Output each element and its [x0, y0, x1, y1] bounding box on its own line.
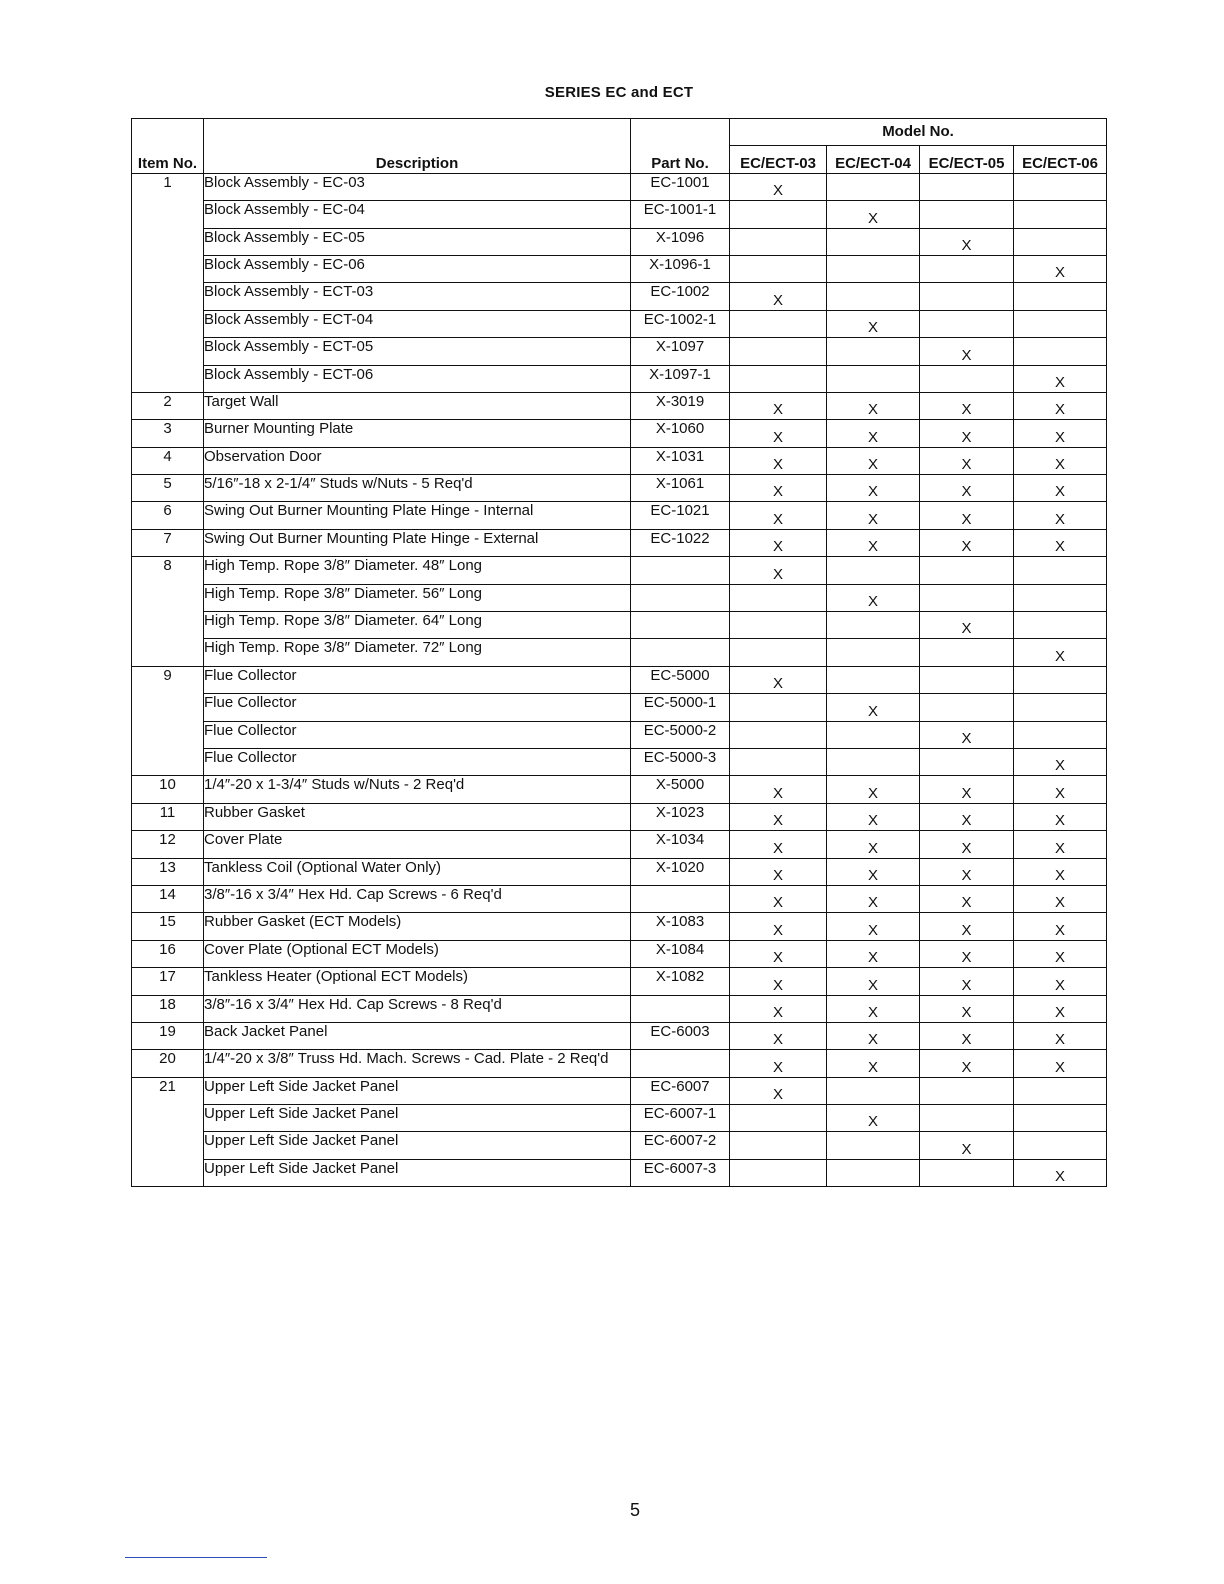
- description-cell: Cover Plate: [204, 831, 631, 858]
- table-row: [132, 475, 1107, 502]
- table-row: [132, 283, 1107, 310]
- table-row: [132, 1077, 1107, 1104]
- table-row: [132, 502, 1107, 529]
- part-no-cell: X-5000: [631, 776, 730, 803]
- description-cell: Upper Left Side Jacket Panel: [204, 1132, 631, 1159]
- model-mark-cell: X: [920, 940, 1014, 967]
- model-mark-cell: [920, 748, 1014, 775]
- model-mark-cell: X: [730, 803, 827, 830]
- item-no-cell: 3: [132, 420, 204, 447]
- table-row: [132, 721, 1107, 748]
- model-mark-cell: [920, 1159, 1014, 1186]
- part-no-cell: X-1023: [631, 803, 730, 830]
- model-mark-cell: X: [827, 392, 920, 419]
- item-no-cell: 7: [132, 529, 204, 556]
- model-mark-cell: X: [827, 858, 920, 885]
- description-cell: High Temp. Rope 3/8″ Diameter. 72″ Long: [204, 639, 631, 666]
- model-mark-cell: X: [920, 858, 1014, 885]
- table-row: [132, 1159, 1107, 1186]
- description-cell: High Temp. Rope 3/8″ Diameter. 48″ Long: [204, 557, 631, 584]
- description-cell: Flue Collector: [204, 666, 631, 693]
- model-header-04: EC/ECT-04: [827, 146, 920, 173]
- model-mark-cell: X: [730, 666, 827, 693]
- model-mark-cell: [730, 721, 827, 748]
- description-cell: Rubber Gasket: [204, 803, 631, 830]
- part-no-cell: EC-5000: [631, 666, 730, 693]
- description-cell: Flue Collector: [204, 694, 631, 721]
- model-mark-cell: [920, 365, 1014, 392]
- item-no-cell: 10: [132, 776, 204, 803]
- item-no-cell: 19: [132, 1022, 204, 1049]
- part-no-cell: X-1082: [631, 968, 730, 995]
- part-no-cell: EC-1022: [631, 529, 730, 556]
- model-mark-cell: [920, 1077, 1014, 1104]
- model-mark-cell: X: [1014, 392, 1107, 419]
- item-no-cell: 6: [132, 502, 204, 529]
- part-no-cell: EC-6007-1: [631, 1105, 730, 1132]
- description-cell: High Temp. Rope 3/8″ Diameter. 64″ Long: [204, 612, 631, 639]
- model-mark-cell: X: [920, 228, 1014, 255]
- description-cell: Flue Collector: [204, 721, 631, 748]
- table-row: [132, 557, 1107, 584]
- description-cell: Block Assembly - EC-05: [204, 228, 631, 255]
- model-mark-cell: X: [730, 529, 827, 556]
- model-mark-cell: X: [827, 502, 920, 529]
- model-mark-cell: X: [827, 831, 920, 858]
- model-mark-cell: X: [920, 968, 1014, 995]
- model-mark-cell: X: [730, 885, 827, 912]
- model-mark-cell: X: [730, 502, 827, 529]
- model-mark-cell: X: [1014, 255, 1107, 282]
- item-no-cell: 17: [132, 968, 204, 995]
- model-mark-cell: [730, 748, 827, 775]
- part-no-cell: X-1060: [631, 420, 730, 447]
- description-cell: Flue Collector: [204, 748, 631, 775]
- model-mark-cell: [730, 310, 827, 337]
- model-mark-cell: [920, 639, 1014, 666]
- model-mark-cell: [827, 228, 920, 255]
- model-mark-cell: X: [827, 310, 920, 337]
- description-cell: High Temp. Rope 3/8″ Diameter. 56″ Long: [204, 584, 631, 611]
- item-no-cell: 9: [132, 666, 204, 776]
- part-no-cell: [631, 557, 730, 584]
- model-mark-cell: X: [920, 776, 1014, 803]
- table-row: [132, 447, 1107, 474]
- model-mark-cell: X: [730, 447, 827, 474]
- item-no-cell: 8: [132, 557, 204, 667]
- model-mark-cell: X: [1014, 803, 1107, 830]
- model-header-05: EC/ECT-05: [920, 146, 1014, 173]
- model-mark-cell: [827, 1077, 920, 1104]
- model-mark-cell: X: [1014, 940, 1107, 967]
- table-row: [132, 310, 1107, 337]
- table-row: [132, 365, 1107, 392]
- model-mark-cell: [827, 173, 920, 200]
- model-mark-cell: X: [827, 1022, 920, 1049]
- item-no-cell: 1: [132, 173, 204, 392]
- page-title: SERIES EC and ECT: [544, 84, 694, 101]
- model-header-06: EC/ECT-06: [1014, 146, 1107, 173]
- model-mark-cell: [920, 255, 1014, 282]
- model-mark-cell: [920, 173, 1014, 200]
- part-no-cell: X-1061: [631, 475, 730, 502]
- table-row: [132, 1050, 1107, 1077]
- part-no-cell: EC-1002-1: [631, 310, 730, 337]
- item-no-cell: 16: [132, 940, 204, 967]
- part-no-cell: [631, 639, 730, 666]
- model-mark-cell: X: [730, 283, 827, 310]
- model-mark-cell: [920, 1105, 1014, 1132]
- description-cell: Block Assembly - EC-06: [204, 255, 631, 282]
- model-mark-cell: [1014, 283, 1107, 310]
- item-no-cell: 13: [132, 858, 204, 885]
- description-cell: Target Wall: [204, 392, 631, 419]
- model-mark-cell: [827, 639, 920, 666]
- model-mark-cell: X: [920, 721, 1014, 748]
- part-no-cell: EC-5000-3: [631, 748, 730, 775]
- model-mark-cell: [1014, 201, 1107, 228]
- model-mark-cell: X: [730, 940, 827, 967]
- description-cell: Block Assembly - ECT-04: [204, 310, 631, 337]
- description-header: Description: [204, 119, 631, 174]
- table-row: [132, 940, 1107, 967]
- table-row: [132, 748, 1107, 775]
- part-no-cell: EC-6007-3: [631, 1159, 730, 1186]
- model-mark-cell: X: [1014, 1159, 1107, 1186]
- model-mark-cell: X: [920, 392, 1014, 419]
- description-cell: Block Assembly - EC-03: [204, 173, 631, 200]
- description-cell: Tankless Heater (Optional ECT Models): [204, 968, 631, 995]
- description-cell: Upper Left Side Jacket Panel: [204, 1159, 631, 1186]
- model-mark-cell: X: [730, 995, 827, 1022]
- description-cell: 3/8″-16 x 3/4″ Hex Hd. Cap Screws - 6 Req'd: [204, 885, 631, 912]
- part-no-cell: [631, 1050, 730, 1077]
- part-no-cell: [631, 612, 730, 639]
- table-row: [132, 885, 1107, 912]
- description-cell: Swing Out Burner Mounting Plate Hinge - External: [204, 529, 631, 556]
- model-mark-cell: X: [1014, 1022, 1107, 1049]
- model-mark-cell: X: [1014, 968, 1107, 995]
- model-mark-cell: [1014, 584, 1107, 611]
- description-cell: Upper Left Side Jacket Panel: [204, 1077, 631, 1104]
- model-mark-cell: [1014, 666, 1107, 693]
- model-mark-cell: X: [920, 1050, 1014, 1077]
- model-mark-cell: [1014, 1132, 1107, 1159]
- model-mark-cell: [827, 365, 920, 392]
- model-mark-cell: [827, 721, 920, 748]
- table-row: [132, 255, 1107, 282]
- table-row: [132, 338, 1107, 365]
- model-mark-cell: X: [1014, 913, 1107, 940]
- model-mark-cell: [1014, 1105, 1107, 1132]
- model-mark-cell: X: [1014, 831, 1107, 858]
- model-mark-cell: X: [827, 201, 920, 228]
- model-mark-cell: X: [730, 420, 827, 447]
- model-mark-cell: X: [827, 420, 920, 447]
- model-mark-cell: X: [920, 420, 1014, 447]
- model-mark-cell: X: [730, 1022, 827, 1049]
- model-mark-cell: X: [920, 1132, 1014, 1159]
- table-row: [132, 995, 1107, 1022]
- model-mark-cell: X: [1014, 885, 1107, 912]
- model-header-03: EC/ECT-03: [730, 146, 827, 173]
- model-mark-cell: X: [920, 338, 1014, 365]
- model-mark-cell: [730, 338, 827, 365]
- description-cell: 1/4″-20 x 3/8″ Truss Hd. Mach. Screws - Cad. Plate - 2 Req'd: [204, 1050, 631, 1077]
- model-mark-cell: X: [920, 502, 1014, 529]
- part-no-cell: X-3019: [631, 392, 730, 419]
- table-header: [132, 119, 1107, 174]
- description-cell: Block Assembly - ECT-05: [204, 338, 631, 365]
- model-mark-cell: [730, 365, 827, 392]
- model-mark-cell: X: [1014, 365, 1107, 392]
- table-row: [132, 584, 1107, 611]
- table-row: [132, 201, 1107, 228]
- item-no-cell: 20: [132, 1050, 204, 1077]
- model-mark-cell: X: [730, 913, 827, 940]
- model-mark-cell: [730, 228, 827, 255]
- model-mark-cell: X: [827, 776, 920, 803]
- header-row-group: [132, 119, 1107, 146]
- table-row: [132, 776, 1107, 803]
- model-mark-cell: X: [730, 475, 827, 502]
- model-mark-cell: X: [730, 776, 827, 803]
- table-row: [132, 612, 1107, 639]
- part-no-cell: [631, 584, 730, 611]
- description-cell: Block Assembly - ECT-03: [204, 283, 631, 310]
- model-mark-cell: [730, 1105, 827, 1132]
- table-row: [132, 420, 1107, 447]
- table-row: [132, 529, 1107, 556]
- model-mark-cell: X: [920, 995, 1014, 1022]
- table-row: [132, 831, 1107, 858]
- footer-rule: [125, 1557, 267, 1558]
- part-no-cell: X-1083: [631, 913, 730, 940]
- part-no-cell: EC-1021: [631, 502, 730, 529]
- model-mark-cell: X: [730, 968, 827, 995]
- description-cell: 3/8″-16 x 3/4″ Hex Hd. Cap Screws - 8 Req'd: [204, 995, 631, 1022]
- model-mark-cell: X: [827, 584, 920, 611]
- model-mark-cell: X: [730, 858, 827, 885]
- model-mark-cell: X: [1014, 639, 1107, 666]
- item-no-cell: 5: [132, 475, 204, 502]
- part-no-cell: EC-1001: [631, 173, 730, 200]
- model-mark-cell: X: [827, 968, 920, 995]
- model-mark-cell: X: [1014, 529, 1107, 556]
- model-mark-cell: X: [920, 831, 1014, 858]
- model-mark-cell: [730, 1132, 827, 1159]
- item-no-cell: 14: [132, 885, 204, 912]
- model-mark-cell: [827, 666, 920, 693]
- model-mark-cell: X: [827, 995, 920, 1022]
- model-mark-cell: X: [920, 1022, 1014, 1049]
- model-mark-cell: X: [827, 1105, 920, 1132]
- model-mark-cell: [920, 584, 1014, 611]
- model-mark-cell: X: [1014, 748, 1107, 775]
- model-mark-cell: X: [920, 612, 1014, 639]
- part-no-cell: EC-6003: [631, 1022, 730, 1049]
- model-mark-cell: X: [827, 529, 920, 556]
- table-row: [132, 392, 1107, 419]
- table-row: [132, 666, 1107, 693]
- model-mark-cell: X: [827, 447, 920, 474]
- parts-table: [131, 118, 1107, 1187]
- model-mark-cell: X: [920, 885, 1014, 912]
- model-mark-cell: [730, 1159, 827, 1186]
- table-row: [132, 858, 1107, 885]
- model-mark-cell: X: [920, 447, 1014, 474]
- model-mark-cell: X: [827, 1050, 920, 1077]
- model-mark-cell: [827, 1132, 920, 1159]
- part-no-header: Part No.: [631, 119, 730, 174]
- description-cell: 1/4″-20 x 1-3/4″ Studs w/Nuts - 2 Req'd: [204, 776, 631, 803]
- table-row: [132, 1132, 1107, 1159]
- model-mark-cell: X: [827, 475, 920, 502]
- part-no-cell: X-1097-1: [631, 365, 730, 392]
- item-no-cell: 11: [132, 803, 204, 830]
- model-mark-cell: X: [1014, 475, 1107, 502]
- item-no-cell: 12: [132, 831, 204, 858]
- model-mark-cell: X: [1014, 776, 1107, 803]
- part-no-cell: EC-1001-1: [631, 201, 730, 228]
- model-mark-cell: [827, 338, 920, 365]
- table-row: [132, 968, 1107, 995]
- model-mark-cell: X: [920, 803, 1014, 830]
- item-no-header: Item No.: [132, 119, 204, 174]
- part-no-cell: EC-5000-1: [631, 694, 730, 721]
- model-mark-cell: X: [920, 913, 1014, 940]
- item-no-cell: 18: [132, 995, 204, 1022]
- table-row: [132, 1022, 1107, 1049]
- model-mark-cell: [920, 201, 1014, 228]
- model-mark-cell: [827, 557, 920, 584]
- model-mark-cell: X: [920, 529, 1014, 556]
- model-no-header: Model No.: [730, 119, 1107, 146]
- model-mark-cell: X: [827, 913, 920, 940]
- model-mark-cell: X: [730, 392, 827, 419]
- model-mark-cell: [827, 1159, 920, 1186]
- model-mark-cell: X: [730, 1050, 827, 1077]
- part-no-cell: X-1020: [631, 858, 730, 885]
- table-row: [132, 173, 1107, 200]
- model-mark-cell: X: [1014, 1050, 1107, 1077]
- table-row: [132, 913, 1107, 940]
- description-cell: 5/16″-18 x 2-1/4″ Studs w/Nuts - 5 Req'd: [204, 475, 631, 502]
- part-no-cell: X-1096-1: [631, 255, 730, 282]
- model-mark-cell: X: [730, 557, 827, 584]
- item-no-cell: 4: [132, 447, 204, 474]
- table-row: [132, 228, 1107, 255]
- model-mark-cell: [1014, 612, 1107, 639]
- model-mark-cell: [827, 612, 920, 639]
- model-mark-cell: [920, 694, 1014, 721]
- model-mark-cell: [1014, 1077, 1107, 1104]
- model-mark-cell: X: [1014, 995, 1107, 1022]
- model-mark-cell: [920, 283, 1014, 310]
- model-mark-cell: X: [730, 173, 827, 200]
- item-no-cell: 2: [132, 392, 204, 419]
- model-mark-cell: [730, 694, 827, 721]
- model-mark-cell: X: [920, 475, 1014, 502]
- model-mark-cell: [827, 255, 920, 282]
- part-no-cell: EC-6007-2: [631, 1132, 730, 1159]
- part-no-cell: EC-5000-2: [631, 721, 730, 748]
- description-cell: Upper Left Side Jacket Panel: [204, 1105, 631, 1132]
- model-mark-cell: X: [1014, 420, 1107, 447]
- page-number: 5: [629, 1500, 640, 1520]
- model-mark-cell: [827, 283, 920, 310]
- table-row: [132, 639, 1107, 666]
- model-mark-cell: X: [1014, 858, 1107, 885]
- model-mark-cell: [730, 255, 827, 282]
- item-no-cell: 15: [132, 913, 204, 940]
- part-no-cell: X-1097: [631, 338, 730, 365]
- description-cell: Block Assembly - EC-04: [204, 201, 631, 228]
- part-no-cell: EC-6007: [631, 1077, 730, 1104]
- table-row: [132, 1105, 1107, 1132]
- table-body: [132, 173, 1107, 1186]
- model-mark-cell: [730, 612, 827, 639]
- model-mark-cell: [1014, 557, 1107, 584]
- model-mark-cell: [920, 310, 1014, 337]
- description-cell: Swing Out Burner Mounting Plate Hinge - Internal: [204, 502, 631, 529]
- model-mark-cell: [1014, 310, 1107, 337]
- model-mark-cell: X: [827, 803, 920, 830]
- model-mark-cell: [1014, 228, 1107, 255]
- part-no-cell: [631, 995, 730, 1022]
- model-mark-cell: [730, 201, 827, 228]
- model-mark-cell: [1014, 721, 1107, 748]
- model-mark-cell: X: [1014, 447, 1107, 474]
- part-no-cell: X-1034: [631, 831, 730, 858]
- model-mark-cell: X: [827, 940, 920, 967]
- description-cell: Back Jacket Panel: [204, 1022, 631, 1049]
- description-cell: Burner Mounting Plate: [204, 420, 631, 447]
- model-mark-cell: [1014, 173, 1107, 200]
- model-mark-cell: X: [1014, 502, 1107, 529]
- model-mark-cell: X: [827, 885, 920, 912]
- part-no-cell: X-1031: [631, 447, 730, 474]
- model-mark-cell: [1014, 338, 1107, 365]
- model-mark-cell: X: [730, 831, 827, 858]
- model-mark-cell: [730, 584, 827, 611]
- model-mark-cell: [920, 557, 1014, 584]
- part-no-cell: [631, 885, 730, 912]
- description-cell: Block Assembly - ECT-06: [204, 365, 631, 392]
- description-cell: Rubber Gasket (ECT Models): [204, 913, 631, 940]
- table-row: [132, 694, 1107, 721]
- model-mark-cell: [1014, 694, 1107, 721]
- part-no-cell: EC-1002: [631, 283, 730, 310]
- model-mark-cell: [920, 666, 1014, 693]
- model-mark-cell: X: [827, 694, 920, 721]
- model-mark-cell: [730, 639, 827, 666]
- table-row: [132, 803, 1107, 830]
- description-cell: Cover Plate (Optional ECT Models): [204, 940, 631, 967]
- model-mark-cell: X: [730, 1077, 827, 1104]
- description-cell: Tankless Coil (Optional Water Only): [204, 858, 631, 885]
- model-mark-cell: [827, 748, 920, 775]
- part-no-cell: X-1096: [631, 228, 730, 255]
- part-no-cell: X-1084: [631, 940, 730, 967]
- item-no-cell: 21: [132, 1077, 204, 1187]
- description-cell: Observation Door: [204, 447, 631, 474]
